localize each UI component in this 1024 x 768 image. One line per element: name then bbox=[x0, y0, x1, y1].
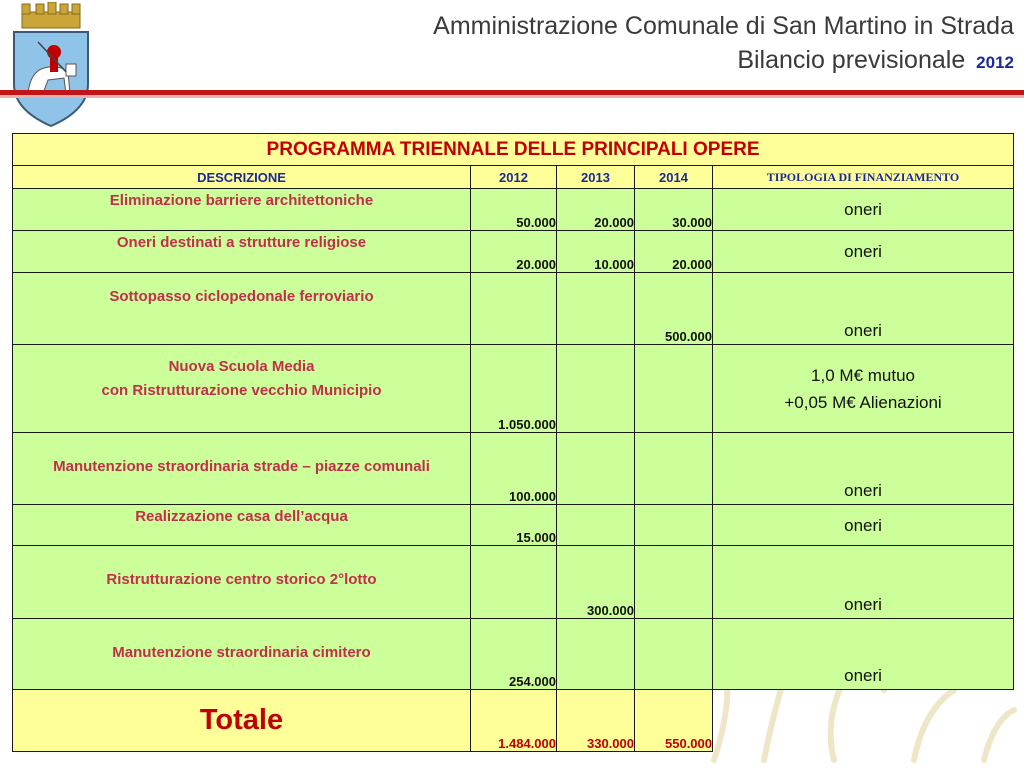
row-description bbox=[13, 546, 471, 619]
row-description-text: Eliminazione barriere architettoniche bbox=[109, 192, 374, 209]
row-value-2012: 1.050.000 bbox=[471, 345, 557, 433]
row-value-2012: 50.000 bbox=[471, 189, 557, 231]
row-value-2013: 20.000 bbox=[557, 189, 635, 231]
table-row bbox=[13, 433, 1014, 505]
row-value-2013 bbox=[557, 273, 635, 345]
header-year: 2012 bbox=[976, 53, 1014, 72]
row-description bbox=[13, 345, 471, 433]
row-financing: oneri bbox=[713, 505, 1014, 546]
row-description-text: Manutenzione straordinaria cimitero bbox=[112, 644, 371, 661]
row-description-text: Oneri destinati a strutture religiose bbox=[116, 234, 367, 251]
row-value-2012: 254.000 bbox=[471, 619, 557, 690]
row-value-2012: 20.000 bbox=[471, 231, 557, 273]
row-description bbox=[13, 433, 471, 505]
col-header-2012: 2012 bbox=[471, 166, 557, 189]
total-empty-cell bbox=[713, 690, 1014, 752]
table-row bbox=[13, 231, 1014, 273]
row-value-2013 bbox=[557, 619, 635, 690]
row-value-2014 bbox=[635, 505, 713, 546]
row-value-2014: 30.000 bbox=[635, 189, 713, 231]
table-row bbox=[13, 345, 1014, 433]
row-financing: oneri bbox=[713, 619, 1014, 690]
row-description bbox=[13, 505, 471, 546]
header-title: Amministrazione Comunale di San Martino in Strada bbox=[433, 12, 1014, 40]
row-value-2013 bbox=[557, 433, 635, 505]
row-description bbox=[13, 273, 471, 345]
col-header-2013: 2013 bbox=[557, 166, 635, 189]
table-row bbox=[13, 273, 1014, 345]
row-value-2014 bbox=[635, 546, 713, 619]
row-financing: oneri bbox=[713, 273, 1014, 345]
col-header-2014: 2014 bbox=[635, 166, 713, 189]
row-value-2014: 20.000 bbox=[635, 231, 713, 273]
row-financing: oneri bbox=[713, 231, 1014, 273]
row-value-2014 bbox=[635, 619, 713, 690]
total-value-2014: 550.000 bbox=[635, 690, 713, 752]
table-title: PROGRAMMA TRIENNALE DELLE PRINCIPALI OPERE bbox=[13, 134, 1014, 166]
row-description-text: Ristrutturazione centro storico 2°lotto bbox=[106, 571, 377, 588]
row-description bbox=[13, 231, 471, 273]
municipal-crest-logo bbox=[8, 2, 94, 130]
table-title-row bbox=[13, 134, 1014, 166]
row-description-text-line2: con Ristrutturazione vecchio Municipio bbox=[101, 382, 382, 399]
works-program-table bbox=[12, 133, 1014, 752]
header-red-rule-shadow bbox=[0, 95, 1024, 98]
row-description bbox=[13, 189, 471, 231]
row-value-2012 bbox=[471, 273, 557, 345]
row-value-2012: 15.000 bbox=[471, 505, 557, 546]
row-description-text: Realizzazione casa dell’acqua bbox=[135, 508, 348, 525]
row-description-text: Nuova Scuola Media bbox=[168, 358, 315, 375]
row-description-text: Manutenzione straordinaria strade – piazze comunali bbox=[53, 458, 430, 475]
row-value-2013 bbox=[557, 505, 635, 546]
row-value-2014: 500.000 bbox=[635, 273, 713, 345]
total-value-2012: 1.484.000 bbox=[471, 690, 557, 752]
row-value-2014 bbox=[635, 345, 713, 433]
total-value-2013: 330.000 bbox=[557, 690, 635, 752]
row-financing: oneri bbox=[713, 189, 1014, 231]
table-row bbox=[13, 505, 1014, 546]
table-total-row bbox=[13, 690, 1014, 752]
header-subtitle bbox=[737, 46, 1014, 75]
row-financing: oneri bbox=[713, 546, 1014, 619]
row-financing: oneri bbox=[713, 433, 1014, 505]
total-label: Totale bbox=[13, 690, 471, 752]
row-description bbox=[13, 619, 471, 690]
row-value-2013 bbox=[557, 345, 635, 433]
row-description-text: Sottopasso ciclopedonale ferroviario bbox=[109, 288, 374, 305]
table-row bbox=[13, 619, 1014, 690]
row-value-2014 bbox=[635, 433, 713, 505]
col-header-tipologia: TIPOLOGIA DI FINANZIAMENTO bbox=[713, 166, 1014, 189]
table-header-row bbox=[13, 166, 1014, 189]
header-subtitle-text: Bilancio previsionale bbox=[737, 46, 966, 74]
table-row bbox=[13, 546, 1014, 619]
row-value-2012: 100.000 bbox=[471, 433, 557, 505]
row-value-2013: 10.000 bbox=[557, 231, 635, 273]
table-row bbox=[13, 189, 1014, 231]
row-value-2013: 300.000 bbox=[557, 546, 635, 619]
row-value-2012 bbox=[471, 546, 557, 619]
row-financing-line2: +0,05 M€ Alienazioni bbox=[784, 392, 942, 412]
row-financing-line1: 1,0 M€ mutuo bbox=[811, 365, 915, 385]
col-header-descrizione: DESCRIZIONE bbox=[13, 166, 471, 189]
row-financing bbox=[713, 345, 1014, 433]
